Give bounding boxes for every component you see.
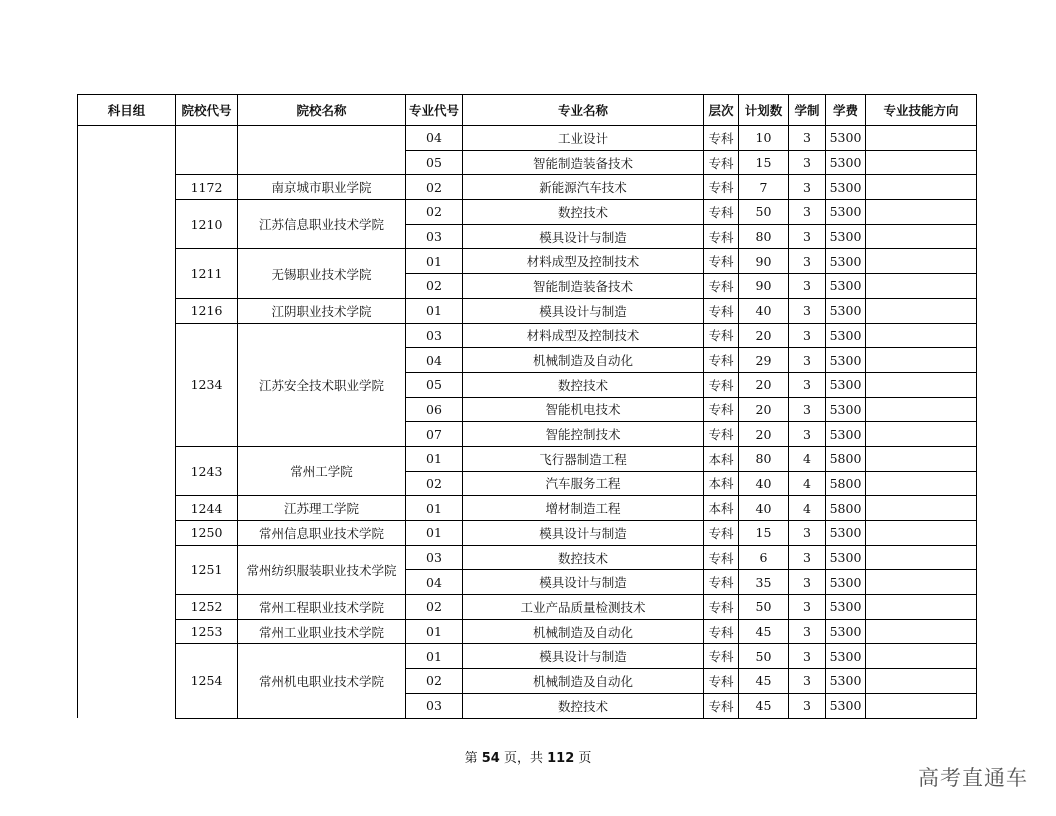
major-name-cell: 模具设计与制造: [463, 298, 704, 323]
school-code-cell: 1211: [176, 249, 238, 298]
plan-cell: 20: [739, 422, 789, 447]
fee-cell: 5300: [826, 644, 866, 669]
table-row: [78, 644, 977, 669]
table-row: [78, 175, 977, 200]
direction-cell: [866, 545, 977, 570]
plan-cell: 45: [739, 669, 789, 694]
plan-cell: 35: [739, 570, 789, 595]
header-level: 层次: [704, 95, 739, 126]
plan-cell: 10: [739, 126, 789, 151]
years-cell: 3: [789, 274, 826, 299]
fee-cell: 5300: [826, 224, 866, 249]
major-code-cell: 03: [406, 693, 463, 718]
header-major-code: 专业代号: [406, 95, 463, 126]
plan-cell: 50: [739, 644, 789, 669]
direction-cell: [866, 570, 977, 595]
page-footer: [0, 747, 1056, 766]
plan-cell: 90: [739, 274, 789, 299]
fee-cell: 5800: [826, 471, 866, 496]
school-name-cell: [238, 126, 406, 175]
direction-cell: [866, 126, 977, 151]
school-code-cell: 1216: [176, 298, 238, 323]
major-code-cell: 01: [406, 496, 463, 521]
level-cell: 专科: [704, 348, 739, 373]
direction-cell: [866, 397, 977, 422]
years-cell: 3: [789, 348, 826, 373]
major-code-cell: 03: [406, 545, 463, 570]
years-cell: 3: [789, 397, 826, 422]
header-school-name: 院校名称: [238, 95, 406, 126]
major-code-cell: 01: [406, 619, 463, 644]
years-cell: 3: [789, 595, 826, 620]
direction-cell: [866, 150, 977, 175]
school-name-cell: 常州纺织服装职业技术学院: [238, 545, 406, 594]
years-cell: 3: [789, 644, 826, 669]
fee-cell: 5800: [826, 496, 866, 521]
plan-cell: 50: [739, 200, 789, 225]
table-row: [78, 126, 977, 151]
years-cell: 3: [789, 298, 826, 323]
major-name-cell: 智能制造装备技术: [463, 274, 704, 299]
school-name-cell: 常州工程职业技术学院: [238, 595, 406, 620]
years-cell: 3: [789, 224, 826, 249]
major-code-cell: 02: [406, 669, 463, 694]
level-cell: 专科: [704, 298, 739, 323]
major-name-cell: 数控技术: [463, 200, 704, 225]
major-code-cell: 01: [406, 446, 463, 471]
plan-cell: 20: [739, 372, 789, 397]
level-cell: 专科: [704, 372, 739, 397]
major-name-cell: 工业产品质量检测技术: [463, 595, 704, 620]
major-code-cell: 01: [406, 521, 463, 546]
major-code-cell: 04: [406, 348, 463, 373]
major-code-cell: 01: [406, 298, 463, 323]
fee-cell: 5300: [826, 298, 866, 323]
major-name-cell: 智能制造装备技术: [463, 150, 704, 175]
table-row: [78, 521, 977, 546]
plan-cell: 40: [739, 298, 789, 323]
level-cell: 专科: [704, 619, 739, 644]
major-code-cell: 02: [406, 175, 463, 200]
direction-cell: [866, 175, 977, 200]
fee-cell: 5800: [826, 446, 866, 471]
plan-cell: 15: [739, 150, 789, 175]
years-cell: 3: [789, 570, 826, 595]
plan-cell: 40: [739, 471, 789, 496]
header-school-code: 院校代号: [176, 95, 238, 126]
major-code-cell: 04: [406, 570, 463, 595]
level-cell: 专科: [704, 200, 739, 225]
major-code-cell: 02: [406, 595, 463, 620]
table-body: [78, 126, 977, 719]
fee-cell: 5300: [826, 521, 866, 546]
major-code-cell: 03: [406, 224, 463, 249]
major-name-cell: 模具设计与制造: [463, 224, 704, 249]
school-code-cell: 1172: [176, 175, 238, 200]
direction-cell: [866, 372, 977, 397]
direction-cell: [866, 521, 977, 546]
table-row: [78, 595, 977, 620]
major-code-cell: 02: [406, 274, 463, 299]
years-cell: 3: [789, 545, 826, 570]
footer-total-pages: 112: [547, 751, 575, 766]
level-cell: 专科: [704, 175, 739, 200]
plan-cell: 40: [739, 496, 789, 521]
major-name-cell: 模具设计与制造: [463, 521, 704, 546]
table-row: [78, 200, 977, 225]
table-row: [78, 323, 977, 348]
subject-group-cell: [78, 126, 176, 719]
major-name-cell: 机械制造及自动化: [463, 669, 704, 694]
fee-cell: 5300: [826, 619, 866, 644]
plan-cell: 7: [739, 175, 789, 200]
direction-cell: [866, 249, 977, 274]
direction-cell: [866, 298, 977, 323]
major-code-cell: 03: [406, 323, 463, 348]
header-subject-group: 科目组: [78, 95, 176, 126]
years-cell: 3: [789, 175, 826, 200]
table-row: [78, 496, 977, 521]
school-name-cell: 南京城市职业学院: [238, 175, 406, 200]
years-cell: 3: [789, 693, 826, 718]
footer-suffix: 页: [578, 751, 592, 766]
plan-cell: 6: [739, 545, 789, 570]
level-cell: 专科: [704, 521, 739, 546]
major-code-cell: 06: [406, 397, 463, 422]
major-name-cell: 模具设计与制造: [463, 644, 704, 669]
major-code-cell: 04: [406, 126, 463, 151]
plan-cell: 20: [739, 397, 789, 422]
fee-cell: 5300: [826, 200, 866, 225]
level-cell: 专科: [704, 595, 739, 620]
fee-cell: 5300: [826, 595, 866, 620]
level-cell: 专科: [704, 224, 739, 249]
header-major-name: 专业名称: [463, 95, 704, 126]
major-name-cell: 材料成型及控制技术: [463, 323, 704, 348]
plan-cell: 15: [739, 521, 789, 546]
direction-cell: [866, 274, 977, 299]
school-code-cell: 1244: [176, 496, 238, 521]
years-cell: 4: [789, 446, 826, 471]
school-name-cell: 江苏安全技术职业学院: [238, 323, 406, 446]
fee-cell: 5300: [826, 323, 866, 348]
plan-cell: 20: [739, 323, 789, 348]
header-plan: 计划数: [739, 95, 789, 126]
level-cell: 专科: [704, 693, 739, 718]
direction-cell: [866, 693, 977, 718]
major-name-cell: 机械制造及自动化: [463, 348, 704, 373]
major-name-cell: 智能机电技术: [463, 397, 704, 422]
fee-cell: 5300: [826, 249, 866, 274]
fee-cell: 5300: [826, 669, 866, 694]
fee-cell: 5300: [826, 274, 866, 299]
header-fee: 学费: [826, 95, 866, 126]
major-code-cell: 07: [406, 422, 463, 447]
level-cell: 专科: [704, 669, 739, 694]
years-cell: 3: [789, 372, 826, 397]
major-name-cell: 新能源汽车技术: [463, 175, 704, 200]
table-row: [78, 298, 977, 323]
level-cell: 专科: [704, 397, 739, 422]
fee-cell: 5300: [826, 693, 866, 718]
years-cell: 3: [789, 619, 826, 644]
major-code-cell: 02: [406, 200, 463, 225]
level-cell: 专科: [704, 126, 739, 151]
years-cell: 3: [789, 669, 826, 694]
direction-cell: [866, 496, 977, 521]
school-name-cell: 常州机电职业技术学院: [238, 644, 406, 718]
level-cell: 本科: [704, 446, 739, 471]
level-cell: 本科: [704, 471, 739, 496]
direction-cell: [866, 644, 977, 669]
direction-cell: [866, 323, 977, 348]
years-cell: 3: [789, 200, 826, 225]
level-cell: 专科: [704, 545, 739, 570]
table-row: [78, 619, 977, 644]
school-name-cell: 无锡职业技术学院: [238, 249, 406, 298]
major-code-cell: 05: [406, 372, 463, 397]
school-code-cell: 1234: [176, 323, 238, 446]
plan-cell: 29: [739, 348, 789, 373]
level-cell: 专科: [704, 570, 739, 595]
level-cell: 专科: [704, 422, 739, 447]
major-name-cell: 机械制造及自动化: [463, 619, 704, 644]
direction-cell: [866, 422, 977, 447]
table-row: [78, 446, 977, 471]
level-cell: 本科: [704, 496, 739, 521]
major-name-cell: 模具设计与制造: [463, 570, 704, 595]
direction-cell: [866, 348, 977, 373]
fee-cell: 5300: [826, 348, 866, 373]
school-code-cell: [176, 126, 238, 175]
table-row: [78, 545, 977, 570]
direction-cell: [866, 200, 977, 225]
major-name-cell: 工业设计: [463, 126, 704, 151]
major-code-cell: 01: [406, 644, 463, 669]
school-code-cell: 1253: [176, 619, 238, 644]
level-cell: 专科: [704, 274, 739, 299]
school-code-cell: 1250: [176, 521, 238, 546]
direction-cell: [866, 224, 977, 249]
direction-cell: [866, 619, 977, 644]
direction-cell: [866, 669, 977, 694]
level-cell: 专科: [704, 249, 739, 274]
direction-cell: [866, 471, 977, 496]
years-cell: 3: [789, 521, 826, 546]
fee-cell: 5300: [826, 150, 866, 175]
fee-cell: 5300: [826, 570, 866, 595]
school-code-cell: 1210: [176, 200, 238, 249]
plan-cell: 50: [739, 595, 789, 620]
school-code-cell: 1251: [176, 545, 238, 594]
major-name-cell: 数控技术: [463, 372, 704, 397]
school-name-cell: 常州工业职业技术学院: [238, 619, 406, 644]
major-name-cell: 智能控制技术: [463, 422, 704, 447]
major-name-cell: 汽车服务工程: [463, 471, 704, 496]
plan-cell: 90: [739, 249, 789, 274]
school-name-cell: 江阴职业技术学院: [238, 298, 406, 323]
footer-middle: 页，共: [503, 751, 543, 766]
years-cell: 4: [789, 471, 826, 496]
fee-cell: 5300: [826, 372, 866, 397]
admission-table: [77, 94, 977, 719]
table-row: [78, 249, 977, 274]
years-cell: 3: [789, 126, 826, 151]
fee-cell: 5300: [826, 175, 866, 200]
watermark-text: 高考直通车: [918, 766, 1028, 790]
school-name-cell: 江苏理工学院: [238, 496, 406, 521]
major-code-cell: 02: [406, 471, 463, 496]
major-code-cell: 05: [406, 150, 463, 175]
fee-cell: 5300: [826, 397, 866, 422]
fee-cell: 5300: [826, 126, 866, 151]
plan-cell: 80: [739, 224, 789, 249]
years-cell: 3: [789, 150, 826, 175]
footer-prefix: 第: [464, 751, 478, 766]
fee-cell: 5300: [826, 545, 866, 570]
years-cell: 3: [789, 323, 826, 348]
fee-cell: 5300: [826, 422, 866, 447]
table-header: [78, 95, 977, 126]
plan-cell: 45: [739, 619, 789, 644]
level-cell: 专科: [704, 644, 739, 669]
direction-cell: [866, 595, 977, 620]
major-name-cell: 增材制造工程: [463, 496, 704, 521]
school-code-cell: 1252: [176, 595, 238, 620]
header-direction: 专业技能方向: [866, 95, 977, 126]
major-name-cell: 数控技术: [463, 693, 704, 718]
plan-cell: 80: [739, 446, 789, 471]
school-code-cell: 1243: [176, 446, 238, 495]
level-cell: 专科: [704, 323, 739, 348]
major-name-cell: 数控技术: [463, 545, 704, 570]
school-name-cell: 常州工学院: [238, 446, 406, 495]
years-cell: 4: [789, 496, 826, 521]
major-code-cell: 01: [406, 249, 463, 274]
plan-cell: 45: [739, 693, 789, 718]
header-years: 学制: [789, 95, 826, 126]
footer-page-number: 54: [481, 751, 500, 766]
level-cell: 专科: [704, 150, 739, 175]
school-name-cell: 常州信息职业技术学院: [238, 521, 406, 546]
direction-cell: [866, 446, 977, 471]
school-code-cell: 1254: [176, 644, 238, 718]
years-cell: 3: [789, 422, 826, 447]
major-name-cell: 材料成型及控制技术: [463, 249, 704, 274]
school-name-cell: 江苏信息职业技术学院: [238, 200, 406, 249]
major-name-cell: 飞行器制造工程: [463, 446, 704, 471]
years-cell: 3: [789, 249, 826, 274]
